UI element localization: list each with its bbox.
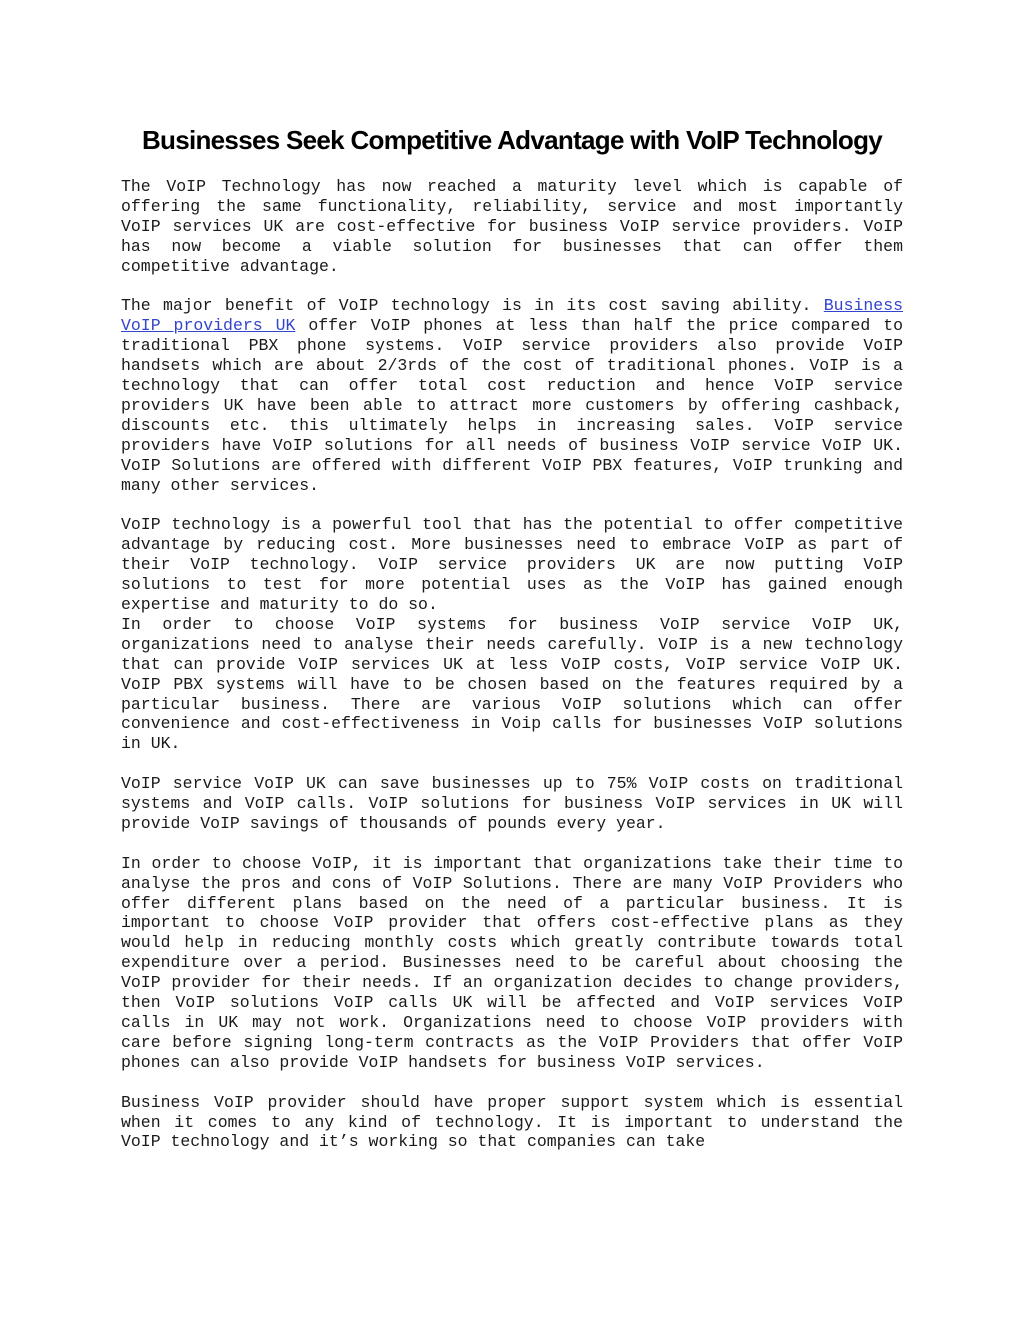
paragraph-support-system: Business VoIP provider should have proper support system which is essential when it comes to any kind of technology. It is important to understand the VoIP technology and it’s working so that companies can take — [121, 1092, 903, 1152]
paragraph-intro: The VoIP Technology has now reached a maturity level which is capable of offering the same functionality, reliability, service and most importantly VoIP services UK are cost-effective for business VoIP service providers. VoIP has now become a viable solution for businesses that can offer them competitive advantage. — [121, 177, 903, 276]
business-voip-providers-link[interactable]: Business VoIP providers UK — [121, 296, 903, 336]
paragraph-text-before-link: The major benefit of VoIP technology is in its cost saving ability. — [121, 296, 824, 316]
paragraph-savings: VoIP service VoIP UK can save businesses up to 75% VoIP costs on traditional systems and VoIP calls. VoIP solutions for business VoIP services in UK will provide VoIP savings of thousands of pounds every year. — [121, 774, 903, 833]
paragraph-major-benefit — [121, 296, 903, 495]
paragraph-text-after-link: offer VoIP phones at less than half the price compared to traditional PBX phone systems. VoIP service providers also provide VoIP handsets which are about 2/3rds of the cost of traditional phones. VoIP is a technology that can offer total cost reduction and hence VoIP service providers UK have been able to attract more customers by offering cashback, discounts etc. this ultimately helps in increasing sales. VoIP service providers have VoIP solutions for all needs of business VoIP service VoIP UK. VoIP Solutions are offered with different VoIP PBX features, VoIP trunking and many other services. — [121, 316, 904, 495]
paragraph-choose-provider: In order to choose VoIP, it is important that organizations take their time to analyse the pros and cons of VoIP Solutions. There are many VoIP Providers who offer different plans based on the need of a particular business. It is important to choose VoIP provider that offers cost-effective plans as they would help in reducing monthly costs which greatly contribute towards total expenditure over a period. Businesses need to be careful about choosing the VoIP provider for their needs. If an organization decides to change providers, then VoIP solutions VoIP calls UK will be affected and VoIP services VoIP calls in UK may not work. Organizations need to choose VoIP providers with care before signing long-term contracts as the VoIP Providers that offer VoIP phones can also provide VoIP handsets for business VoIP services. — [121, 853, 903, 1072]
document-page — [121, 118, 903, 1152]
paragraph-powerful-tool: VoIP technology is a powerful tool that has the potential to offer competitive advantage by reducing cost. More businesses need to embrace VoIP as part of their VoIP technology. VoIP service providers UK are now putting VoIP solutions to test for more potential uses as the VoIP has gained enough expertise and maturity to do so. — [121, 515, 903, 614]
document-body — [121, 177, 903, 1152]
paragraph-choose-systems: In order to choose VoIP systems for business VoIP service VoIP UK, organizations need to analyse their needs carefully. VoIP is a new technology that can provide VoIP services UK at less VoIP costs, VoIP service VoIP UK. VoIP PBX systems will have to be chosen based on the features required by a particular business. There are various VoIP solutions which can offer convenience and cost-effectiveness in Voip calls for businesses VoIP solutions in UK. — [121, 614, 903, 754]
document-title: Businesses Seek Competitive Advantage with VoIP Technology — [141, 125, 883, 155]
